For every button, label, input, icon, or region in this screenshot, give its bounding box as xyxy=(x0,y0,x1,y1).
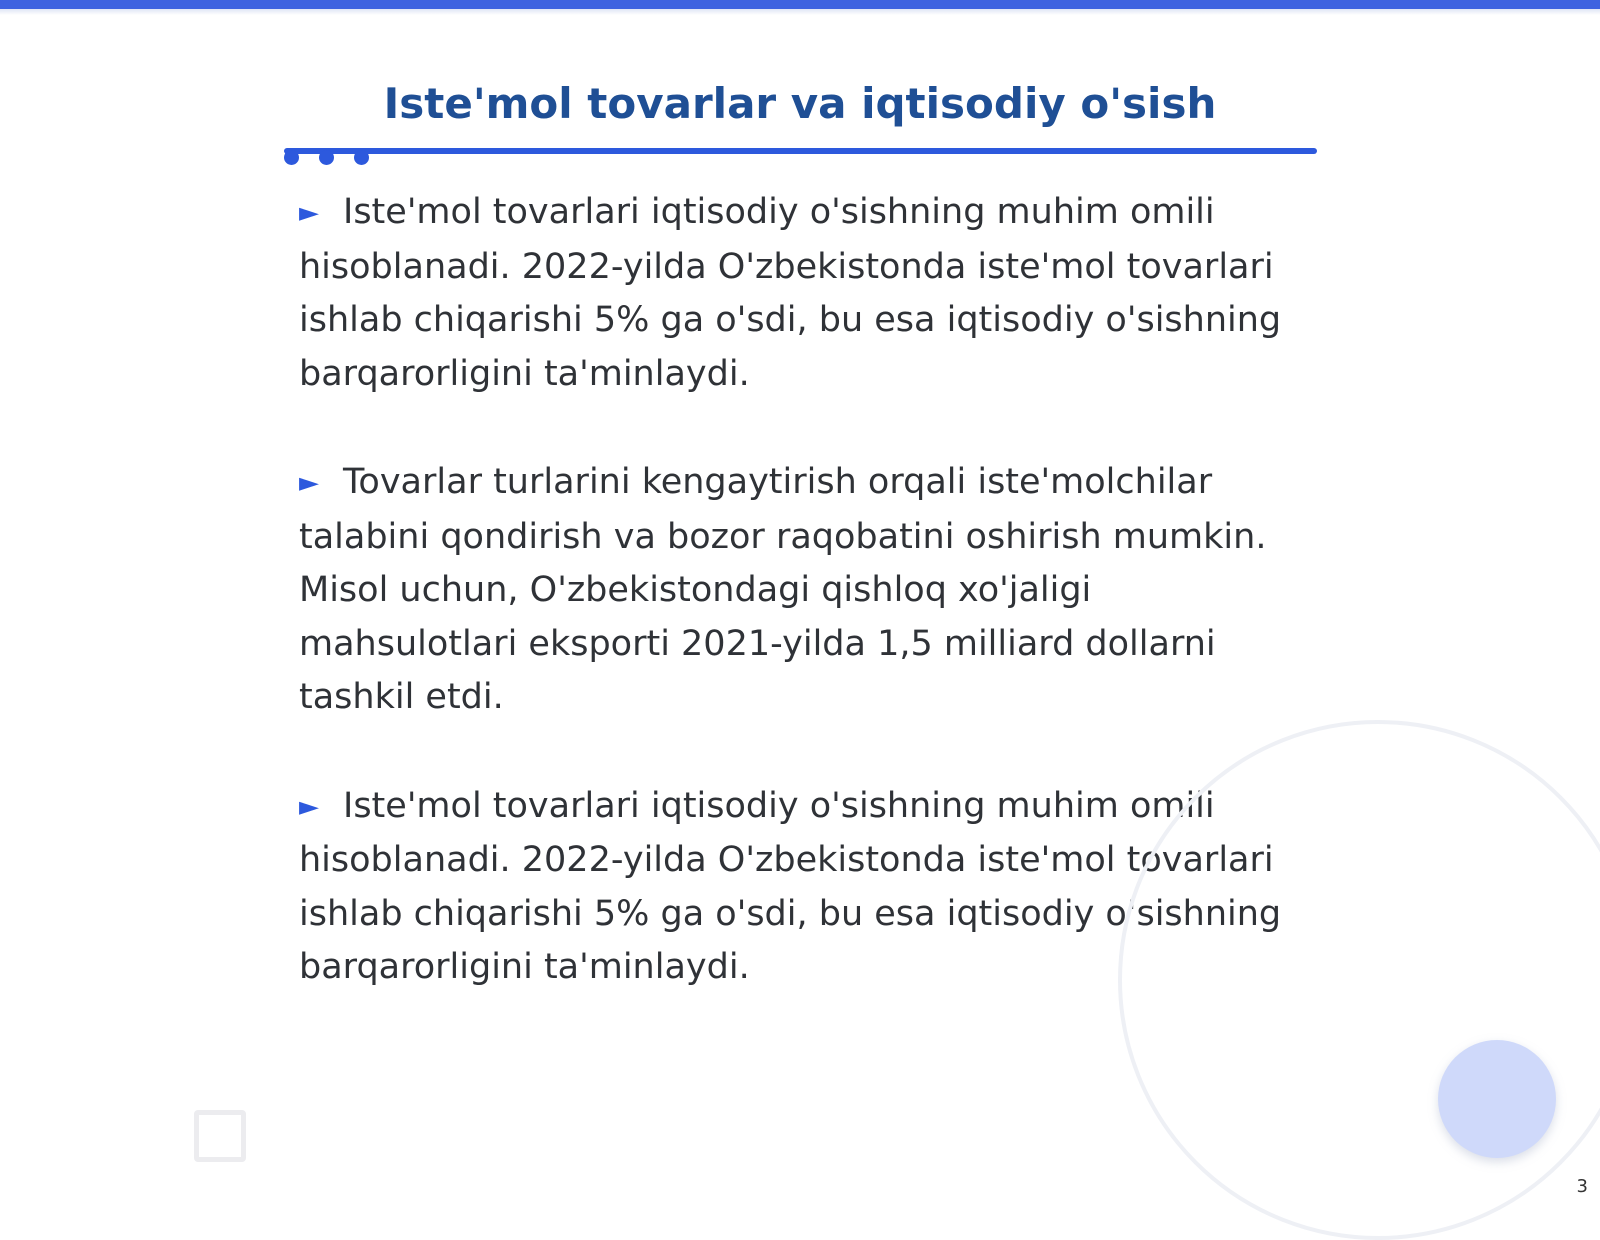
decorative-blue-circle xyxy=(1438,1040,1556,1158)
bullet-paragraph-1 xyxy=(299,186,1319,401)
triangle-right-icon: ► xyxy=(299,468,319,498)
paragraph-text: Iste'mol tovarlari iqtisodiy o'sishning muhim omili hisoblanadi. 2022-yilda O'zbekistonda iste'mol tovarlari ishlab chiqarishi 5% ga o'sdi, bu esa iqtisodiy o'sishning barqarorligini ta'minlaydi. xyxy=(299,785,1282,987)
top-accent-bar xyxy=(0,0,1600,9)
title-dot-1 xyxy=(284,150,299,165)
title-underline xyxy=(284,148,1317,154)
top-accent-bar-shadow xyxy=(0,9,1600,15)
title-dot-3 xyxy=(354,150,369,165)
paragraph-text: Tovarlar turlarini kengaytirish orqali iste'molchilar talabini qondirish va bozor raqobatini oshirish mumkin. Misol uchun, O'zbekistondagi qishloq xo'jaligi mahsulotlari eksporti 2021-yilda 1,5 milliard dollarni tashkil etdi. xyxy=(299,462,1267,717)
bullet-paragraph-2 xyxy=(299,456,1319,725)
title-dot-2 xyxy=(319,150,334,165)
page-number: 3 xyxy=(1576,1176,1588,1197)
triangle-right-icon: ► xyxy=(299,198,319,228)
paragraph-text: Iste'mol tovarlari iqtisodiy o'sishning muhim omili hisoblanadi. 2022-yilda O'zbekistonda iste'mol tovarlari ishlab chiqarishi 5% ga o'sdi, bu esa iqtisodiy o'sishning barqarorligini ta'minlaydi. xyxy=(299,192,1282,394)
triangle-right-icon: ► xyxy=(299,791,319,822)
decorative-square xyxy=(194,1110,246,1162)
slide-title: Iste'mol tovarlar va iqtisodiy o'sish xyxy=(383,79,1217,128)
